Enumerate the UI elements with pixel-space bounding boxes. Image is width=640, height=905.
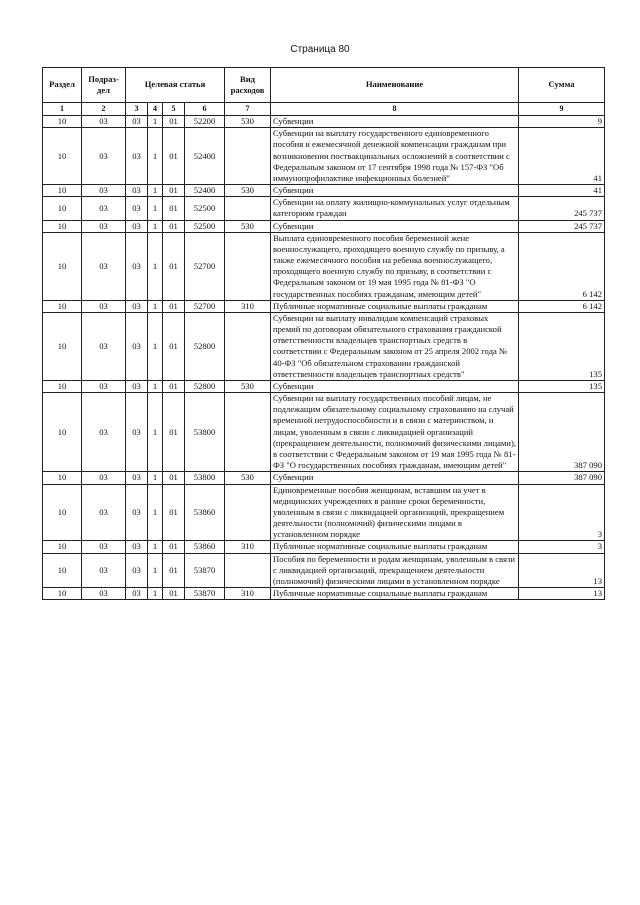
sum-cell: 13 — [519, 588, 605, 600]
sum-cell: 387 090 — [519, 472, 605, 484]
table-row — [43, 128, 605, 185]
target-code-cell: 52800 — [185, 380, 225, 392]
target-part2-cell: 1 — [148, 380, 163, 392]
expense-type-cell: 530 — [225, 380, 271, 392]
column-number: 7 — [225, 103, 271, 116]
target-part2-cell: 1 — [148, 197, 163, 220]
target-part3-cell: 01 — [163, 220, 185, 232]
target-part1-cell: 03 — [126, 300, 148, 312]
table-row — [43, 185, 605, 197]
table-row — [43, 116, 605, 128]
razdel-cell: 10 — [43, 220, 82, 232]
target-part3-cell: 01 — [163, 472, 185, 484]
target-part1-cell: 03 — [126, 220, 148, 232]
target-part2-cell: 1 — [148, 312, 163, 380]
podrazdel-cell: 03 — [82, 484, 126, 541]
sum-cell: 9 — [519, 116, 605, 128]
razdel-cell: 10 — [43, 393, 82, 472]
sum-cell: 41 — [519, 185, 605, 197]
expense-type-cell — [225, 232, 271, 300]
column-number: 3 — [126, 103, 148, 116]
name-cell: Субвенции на выплату государственных пособий лицам, не подлежащим обязательному социальному страхованию на случай временной нетрудоспособности и в связи с материнством, и лицам, уволенным в связи с ликвидацией организаций (прекращением деятельности, полномочий физическими лицами), в соответствии с Федеральным законом от 19 мая 1995 года № 81-ФЗ "О государственных пособиях гражданам, имеющим детей" — [271, 393, 519, 472]
expense-type-cell: 530 — [225, 220, 271, 232]
expense-type-cell — [225, 312, 271, 380]
expense-type-cell — [225, 128, 271, 185]
name-cell: Выплата единовременного пособия беременной жене военнослужащего, проходящего военную службу по призыву, а также ежемесячного пособия на ребенка военнослужащего, проходящего военную службу по призыву, в соответствии с Федеральным законом от 19 мая 1995 года № 81-ФЗ "О государственных пособиях гражданам, имеющим детей" — [271, 232, 519, 300]
name-cell: Единовременные пособия женщинам, вставшим на учет в медицинских учреждениях в ранние сроки беременности, уволенным в связи с ликвидацией организаций, прекращением деятельности (полномочий) физическими лицами в установленном порядке — [271, 484, 519, 541]
podrazdel-cell: 03 — [82, 232, 126, 300]
target-part2-cell: 1 — [148, 588, 163, 600]
name-cell: Субвенции — [271, 116, 519, 128]
razdel-cell: 10 — [43, 588, 82, 600]
target-part3-cell: 01 — [163, 588, 185, 600]
target-part1-cell: 03 — [126, 116, 148, 128]
target-part3-cell: 01 — [163, 541, 185, 553]
expense-type-cell: 310 — [225, 588, 271, 600]
razdel-cell: 10 — [43, 484, 82, 541]
target-part2-cell: 1 — [148, 393, 163, 472]
target-part3-cell: 01 — [163, 393, 185, 472]
expense-type-cell — [225, 393, 271, 472]
sum-cell: 387 090 — [519, 393, 605, 472]
table-row — [43, 197, 605, 220]
table-row — [43, 300, 605, 312]
table-row — [43, 380, 605, 392]
podrazdel-cell: 03 — [82, 541, 126, 553]
podrazdel-cell: 03 — [82, 116, 126, 128]
target-part2-cell: 1 — [148, 116, 163, 128]
header-name: Наименование — [271, 68, 519, 103]
column-number-row — [43, 103, 605, 116]
target-part1-cell: 03 — [126, 393, 148, 472]
budget-table — [42, 67, 605, 600]
table-row — [43, 553, 605, 588]
name-cell: Пособия по беременности и родам женщинам, уволенным в связи с ликвидацией организаций, прекращением деятельности (полномочий) физическими лицами в установленном порядке — [271, 553, 519, 588]
target-part3-cell: 01 — [163, 197, 185, 220]
column-number: 6 — [185, 103, 225, 116]
target-code-cell: 53870 — [185, 588, 225, 600]
expense-type-cell: 310 — [225, 541, 271, 553]
podrazdel-cell: 03 — [82, 128, 126, 185]
name-cell: Субвенции на оплату жилищно-коммунальных услуг отдельным категориям граждан — [271, 197, 519, 220]
podrazdel-cell: 03 — [82, 588, 126, 600]
expense-type-cell — [225, 197, 271, 220]
column-number: 1 — [43, 103, 82, 116]
podrazdel-cell: 03 — [82, 380, 126, 392]
column-number: 8 — [271, 103, 519, 116]
target-code-cell: 53870 — [185, 553, 225, 588]
target-part3-cell: 01 — [163, 185, 185, 197]
name-cell: Субвенции — [271, 380, 519, 392]
name-cell: Субвенции — [271, 185, 519, 197]
target-code-cell: 52500 — [185, 220, 225, 232]
target-part1-cell: 03 — [126, 484, 148, 541]
column-number: 2 — [82, 103, 126, 116]
header-podrazdel: Подраз-дел — [82, 68, 126, 103]
sum-cell: 135 — [519, 380, 605, 392]
table-row — [43, 312, 605, 380]
target-code-cell: 53860 — [185, 541, 225, 553]
target-part2-cell: 1 — [148, 232, 163, 300]
target-code-cell: 53800 — [185, 393, 225, 472]
sum-cell: 13 — [519, 553, 605, 588]
name-cell: Субвенции — [271, 220, 519, 232]
expense-type-cell — [225, 484, 271, 541]
table-row — [43, 484, 605, 541]
target-part1-cell: 03 — [126, 588, 148, 600]
target-code-cell: 52700 — [185, 232, 225, 300]
target-part2-cell: 1 — [148, 472, 163, 484]
table-row — [43, 541, 605, 553]
target-part3-cell: 01 — [163, 312, 185, 380]
target-part2-cell: 1 — [148, 541, 163, 553]
target-code-cell: 53800 — [185, 472, 225, 484]
razdel-cell: 10 — [43, 300, 82, 312]
name-cell: Публичные нормативные социальные выплаты гражданам — [271, 541, 519, 553]
name-cell: Публичные нормативные социальные выплаты гражданам — [271, 588, 519, 600]
podrazdel-cell: 03 — [82, 393, 126, 472]
podrazdel-cell: 03 — [82, 197, 126, 220]
name-cell: Публичные нормативные социальные выплаты гражданам — [271, 300, 519, 312]
target-part1-cell: 03 — [126, 232, 148, 300]
razdel-cell: 10 — [43, 128, 82, 185]
sum-cell: 6 142 — [519, 300, 605, 312]
target-code-cell: 52400 — [185, 128, 225, 185]
name-cell: Субвенции на выплату инвалидам компенсаций страховых премий по договорам обязательного страхования гражданской ответственности владельцев транспортных средств в соответствии с Федеральным законом от 25 апреля 2002 года № 40-ФЗ "Об обязательном страховании гражданской ответственности владельцев транспортных средств" — [271, 312, 519, 380]
target-code-cell: 52700 — [185, 300, 225, 312]
target-part2-cell: 1 — [148, 553, 163, 588]
target-part3-cell: 01 — [163, 128, 185, 185]
target-part1-cell: 03 — [126, 380, 148, 392]
header-razdel: Раздел — [43, 68, 82, 103]
header-expense-type: Вид расходов — [225, 68, 271, 103]
page-number: Страница 80 — [290, 44, 350, 55]
target-part3-cell: 01 — [163, 553, 185, 588]
sum-cell: 3 — [519, 484, 605, 541]
sum-cell: 41 — [519, 128, 605, 185]
target-code-cell: 53860 — [185, 484, 225, 541]
name-cell: Субвенции — [271, 472, 519, 484]
sum-cell: 135 — [519, 312, 605, 380]
expense-type-cell — [225, 553, 271, 588]
podrazdel-cell: 03 — [82, 220, 126, 232]
target-part1-cell: 03 — [126, 197, 148, 220]
table-row — [43, 232, 605, 300]
target-part1-cell: 03 — [126, 312, 148, 380]
podrazdel-cell: 03 — [82, 185, 126, 197]
sum-cell: 245 737 — [519, 197, 605, 220]
sum-cell: 6 142 — [519, 232, 605, 300]
expense-type-cell: 530 — [225, 116, 271, 128]
razdel-cell: 10 — [43, 197, 82, 220]
target-part1-cell: 03 — [126, 128, 148, 185]
target-code-cell: 52500 — [185, 197, 225, 220]
razdel-cell: 10 — [43, 541, 82, 553]
podrazdel-cell: 03 — [82, 553, 126, 588]
razdel-cell: 10 — [43, 380, 82, 392]
razdel-cell: 10 — [43, 232, 82, 300]
target-part1-cell: 03 — [126, 472, 148, 484]
target-part2-cell: 1 — [148, 484, 163, 541]
podrazdel-cell: 03 — [82, 472, 126, 484]
target-part2-cell: 1 — [148, 185, 163, 197]
target-code-cell: 52200 — [185, 116, 225, 128]
column-number: 5 — [163, 103, 185, 116]
target-part3-cell: 01 — [163, 232, 185, 300]
table-row — [43, 588, 605, 600]
header-target-article: Целевая статья — [126, 68, 225, 103]
target-part1-cell: 03 — [126, 541, 148, 553]
target-part1-cell: 03 — [126, 185, 148, 197]
target-part2-cell: 1 — [148, 300, 163, 312]
target-part2-cell: 1 — [148, 220, 163, 232]
column-number: 9 — [519, 103, 605, 116]
target-part3-cell: 01 — [163, 484, 185, 541]
expense-type-cell: 530 — [225, 185, 271, 197]
razdel-cell: 10 — [43, 312, 82, 380]
table-row — [43, 472, 605, 484]
razdel-cell: 10 — [43, 472, 82, 484]
razdel-cell: 10 — [43, 553, 82, 588]
target-part3-cell: 01 — [163, 116, 185, 128]
table-row — [43, 393, 605, 472]
column-number: 4 — [148, 103, 163, 116]
target-part1-cell: 03 — [126, 553, 148, 588]
target-part3-cell: 01 — [163, 380, 185, 392]
podrazdel-cell: 03 — [82, 300, 126, 312]
target-part3-cell: 01 — [163, 300, 185, 312]
target-part2-cell: 1 — [148, 128, 163, 185]
expense-type-cell: 530 — [225, 472, 271, 484]
name-cell: Субвенции на выплату государственного единовременного пособия и ежемесячной денежной компенсации гражданам при возникновении поствакцинальных осложнений в соответствии с Федеральным законом от 17 сентября 1998 года № 157-ФЗ "Об иммунопрофилактике инфекционных болезней" — [271, 128, 519, 185]
expense-type-cell: 310 — [225, 300, 271, 312]
podrazdel-cell: 03 — [82, 312, 126, 380]
table-row — [43, 220, 605, 232]
sum-cell: 3 — [519, 541, 605, 553]
table-body — [43, 116, 605, 600]
razdel-cell: 10 — [43, 185, 82, 197]
header-row — [43, 68, 605, 103]
header-sum: Сумма — [519, 68, 605, 103]
sum-cell: 245 737 — [519, 220, 605, 232]
razdel-cell: 10 — [43, 116, 82, 128]
target-code-cell: 52400 — [185, 185, 225, 197]
target-code-cell: 52800 — [185, 312, 225, 380]
